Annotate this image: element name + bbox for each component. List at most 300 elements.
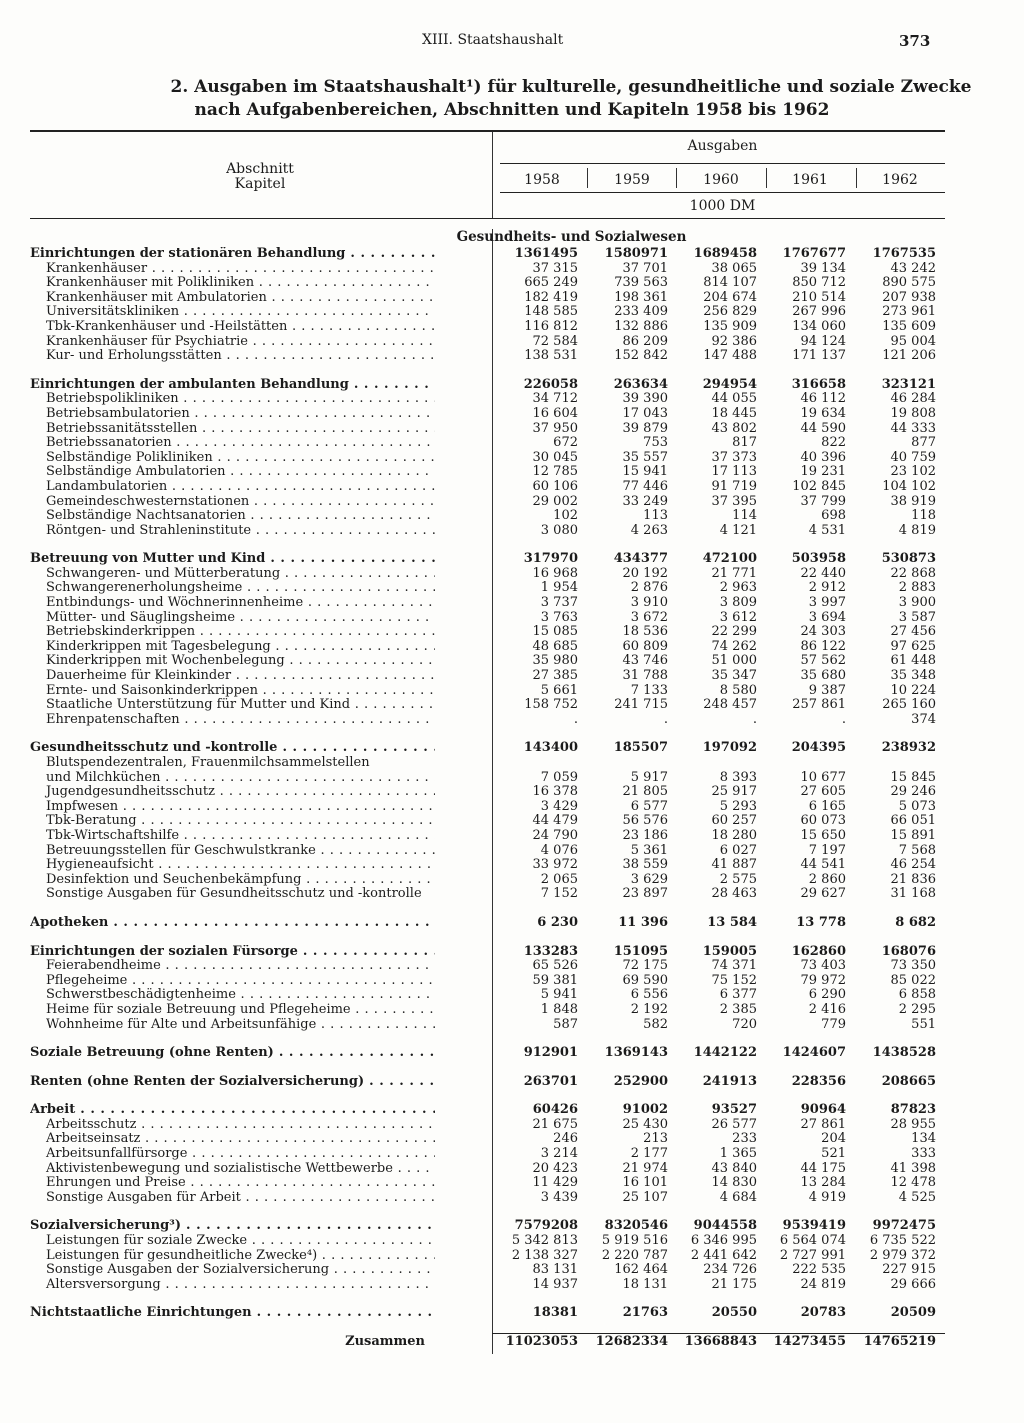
value-cell: 143400: [523, 740, 578, 756]
value-cell: 22 868: [890, 565, 936, 581]
value-cell: 10 224: [890, 682, 936, 698]
block-spacer: [30, 1089, 945, 1103]
value-cell: 14765219: [863, 1334, 936, 1349]
value-cell: 6 377: [719, 987, 757, 1003]
row-label: [30, 1278, 435, 1293]
value-cell: 104 102: [882, 478, 936, 494]
group-row: [30, 378, 945, 393]
row-label-text: Pflegeheime: [46, 973, 128, 988]
row-label-text: Selbständige Ambulatorien: [46, 465, 226, 480]
year-header: 1961: [792, 172, 828, 188]
table-row: [30, 1118, 945, 1133]
group-row: [30, 1219, 945, 1234]
value-cell: 210 514: [792, 289, 846, 305]
value-cell: 5 073: [898, 798, 936, 814]
value-cell: 10 677: [800, 769, 846, 785]
value-cell: 16 378: [532, 784, 578, 800]
row-label-text: Kinderkrippen mit Wochenbelegung: [46, 654, 285, 669]
value-cell: 3 694: [808, 609, 846, 625]
value-cell: 28 955: [890, 1116, 936, 1132]
table-row: [30, 1162, 945, 1177]
value-cell: 8320546: [604, 1218, 668, 1234]
value-cell: 31 788: [622, 668, 668, 684]
value-cell: 135 609: [882, 318, 936, 334]
row-label: [30, 1234, 435, 1249]
value-cell: 3 763: [540, 609, 578, 625]
value-cell: 30 045: [532, 449, 578, 465]
group-row: [30, 1306, 945, 1321]
row-label-text: Dauerheime für Kleinkinder: [46, 669, 232, 684]
row-label: [30, 1132, 435, 1147]
row-label: [30, 349, 435, 364]
value-cell: 1767535: [872, 246, 936, 261]
value-cell: 2 876: [630, 580, 668, 596]
value-cell: 171 137: [792, 348, 846, 364]
row-label: [30, 291, 435, 306]
table-row: [30, 436, 945, 451]
value-cell: 3 737: [540, 595, 578, 611]
value-cell: 198 361: [614, 289, 668, 305]
value-cell: 2 860: [808, 871, 846, 887]
row-label: [30, 320, 435, 335]
value-cell: 44 333: [890, 420, 936, 436]
value-cell: 6 577: [630, 798, 668, 814]
row-label-text: Wohnheime für Alte und Arbeitsunfähige: [46, 1017, 317, 1032]
value-cell: .: [573, 711, 578, 727]
value-cell: 5 917: [630, 769, 668, 785]
value-cell: 5 661: [540, 682, 578, 698]
value-cell: 148 585: [524, 304, 578, 320]
value-cell: 59 381: [532, 972, 578, 988]
value-cell: 912901: [523, 1045, 578, 1061]
title-line-1: 2. Ausgaben im Staatshaushalt¹) für kulturelle, gesundheitliche und soziale Zwecke: [170, 77, 972, 97]
value-cell: 25 107: [622, 1189, 668, 1205]
value-cell: 43 242: [890, 260, 936, 276]
row-label-text: Kinderkrippen mit Tagesbelegung: [46, 639, 271, 654]
value-cell: 6 165: [808, 798, 846, 814]
value-cell: 5 941: [540, 987, 578, 1003]
row-label-text: Krankenhäuser für Psychiatrie: [46, 334, 248, 349]
table-row: [30, 320, 945, 335]
table-row: [30, 349, 945, 364]
row-label-text: Krankenhäuser mit Ambulatorien: [46, 290, 267, 305]
row-label: [30, 611, 435, 626]
year-header: 1962: [882, 172, 918, 188]
row-label-text: Arbeitsschutz: [46, 1117, 137, 1132]
value-cell: 3 809: [719, 595, 757, 611]
value-cell: 11 429: [532, 1175, 578, 1191]
value-cell: 37 701: [622, 260, 668, 276]
table-row: [30, 305, 945, 320]
row-label: [30, 1176, 435, 1191]
row-label-text: Gemeindeschwesternstationen: [46, 494, 250, 509]
row-label: [30, 422, 435, 437]
value-cell: 1438528: [872, 1045, 936, 1061]
value-cell: 13668843: [684, 1334, 757, 1349]
row-label-text: Feierabendheime: [46, 959, 161, 974]
row-label: [30, 1075, 435, 1090]
value-cell: 248 457: [703, 697, 757, 713]
value-cell: 14 830: [711, 1175, 757, 1191]
value-cell: 9 387: [808, 682, 846, 698]
value-cell: 2 192: [630, 1001, 668, 1017]
value-cell: 1369143: [604, 1045, 668, 1061]
value-cell: 5 342 813: [511, 1233, 578, 1249]
group-header-ausgaben: Ausgaben: [687, 138, 758, 154]
row-label-text: Einrichtungen der stationären Behandlung: [30, 247, 346, 261]
value-cell: 6 290: [808, 987, 846, 1003]
value-cell: 20783: [800, 1305, 846, 1321]
table-title: [0, 76, 1024, 122]
value-cell: 204 674: [703, 289, 757, 305]
value-cell: 18 280: [711, 827, 757, 843]
value-cell: 2 385: [719, 1001, 757, 1017]
value-cell: 23 897: [622, 886, 668, 902]
table-row: [30, 625, 945, 640]
value-cell: 86 209: [622, 333, 668, 349]
value-cell: 3 587: [898, 609, 936, 625]
table-row: [30, 756, 945, 771]
row-label: [30, 1147, 435, 1162]
value-cell: 18 131: [622, 1276, 668, 1292]
table-row: [30, 669, 945, 684]
row-label-text: Betriebspolikliniken: [46, 392, 179, 407]
value-cell: 21 974: [622, 1160, 668, 1176]
value-cell: 246: [553, 1131, 578, 1147]
group-row: [30, 945, 945, 960]
value-cell: 13 284: [800, 1175, 846, 1191]
value-cell: 1767677: [782, 246, 846, 261]
value-cell: 135 909: [703, 318, 757, 334]
value-cell: 8 393: [719, 769, 757, 785]
value-cell: 6 027: [719, 842, 757, 858]
value-cell: 1 954: [540, 580, 578, 596]
row-label: [30, 654, 435, 669]
table-row: [30, 1263, 945, 1278]
value-cell: 38 919: [890, 493, 936, 509]
value-cell: 5 361: [630, 842, 668, 858]
value-cell: 7 133: [630, 682, 668, 698]
value-cell: 252900: [613, 1073, 668, 1089]
value-cell: 4 121: [719, 522, 757, 538]
value-cell: 1 848: [540, 1001, 578, 1017]
row-label: [30, 844, 435, 859]
block-spacer: [30, 727, 945, 741]
total-rule: [492, 1333, 945, 1334]
row-label-text: Universitätskliniken: [46, 305, 180, 320]
value-cell: 16 101: [622, 1175, 668, 1191]
group-row: [30, 247, 945, 262]
value-cell: 6 556: [630, 987, 668, 1003]
table-row: [30, 407, 945, 422]
row-label-text: Krankenhäuser: [46, 261, 148, 276]
table-row: [30, 422, 945, 437]
table-row: [30, 465, 945, 480]
table-row: [30, 844, 945, 859]
value-cell: 582: [643, 1016, 668, 1032]
value-cell: 162 464: [614, 1262, 668, 1278]
value-cell: 294954: [702, 376, 757, 392]
value-cell: 257 861: [792, 697, 846, 713]
unit-header: 1000 DM: [689, 198, 756, 214]
section-heading: Gesundheits- und Sozialwesen: [456, 229, 687, 245]
value-cell: 7 059: [540, 769, 578, 785]
value-cell: 15 845: [890, 769, 936, 785]
group-row: [30, 1103, 945, 1118]
group-row: [30, 552, 945, 567]
row-label-text: Heime für soziale Betreuung und Pflegeheime: [46, 1002, 351, 1017]
group-rule: [500, 163, 945, 164]
row-label-text: Sonstige Ausgaben der Sozialversicherung: [46, 1263, 330, 1278]
value-cell: 22 299: [711, 624, 757, 640]
row-label-text: Jugendgesundheitsschutz: [46, 785, 215, 800]
value-cell: 19 231: [800, 464, 846, 480]
value-cell: 23 186: [622, 827, 668, 843]
value-cell: 69 590: [622, 972, 668, 988]
row-label: [30, 785, 435, 800]
row-label: [30, 640, 435, 655]
value-cell: 20 423: [532, 1160, 578, 1176]
table-row: [30, 829, 945, 844]
value-cell: 779: [821, 1016, 846, 1032]
row-label: [30, 465, 435, 480]
row-label: [30, 800, 435, 815]
value-cell: 3 439: [540, 1189, 578, 1205]
value-cell: 74 262: [711, 638, 757, 654]
row-label: [30, 509, 435, 524]
row-label-text: Zusammen: [345, 1335, 425, 1349]
value-cell: 72 584: [532, 333, 578, 349]
row-label-text: und Milchküchen: [46, 770, 161, 785]
row-label-text: Gesundheitsschutz und -kontrolle: [30, 741, 278, 756]
value-cell: 333: [911, 1146, 936, 1162]
table-row: [30, 1147, 945, 1162]
row-label-text: Tbk-Krankenhäuser und -Heilstätten: [46, 319, 288, 334]
row-label: [30, 945, 435, 960]
value-cell: 37 950: [532, 420, 578, 436]
table-row: [30, 640, 945, 655]
row-label: [30, 378, 435, 393]
value-cell: 2 727 991: [779, 1247, 846, 1263]
value-cell: 234 726: [703, 1262, 757, 1278]
row-label-text: Tbk-Wirtschaftshilfe: [46, 828, 180, 843]
value-cell: 182 419: [524, 289, 578, 305]
row-label: [30, 262, 435, 277]
total-row: [30, 1335, 945, 1350]
value-cell: 83 131: [532, 1262, 578, 1278]
row-label: [30, 1018, 435, 1033]
stub-separator: [492, 132, 493, 218]
value-cell: 35 980: [532, 653, 578, 669]
row-label-text: Betriebssanitätsstellen: [46, 421, 198, 436]
value-cell: 21 675: [532, 1116, 578, 1132]
value-cell: 44 541: [800, 857, 846, 873]
table-row: [30, 1278, 945, 1293]
value-cell: 316658: [791, 376, 846, 392]
table-row: [30, 509, 945, 524]
value-cell: 38 065: [711, 260, 757, 276]
value-cell: 13 584: [707, 914, 757, 930]
row-label: [30, 1191, 435, 1206]
value-cell: 43 746: [622, 653, 668, 669]
row-label-text: Selbständige Nachtsanatorien: [46, 509, 246, 524]
row-label: [30, 247, 435, 262]
value-cell: 29 002: [532, 493, 578, 509]
row-label: [30, 335, 435, 350]
value-cell: 19 634: [800, 405, 846, 421]
value-cell: 4 919: [808, 1189, 846, 1205]
value-cell: 34 712: [532, 391, 578, 407]
table-row: [30, 684, 945, 699]
row-label: [30, 1219, 435, 1234]
table-row: [30, 785, 945, 800]
value-cell: 25 917: [711, 784, 757, 800]
row-label: [30, 495, 435, 510]
table-row: [30, 959, 945, 974]
value-cell: 19 808: [890, 405, 936, 421]
row-label: [30, 858, 435, 873]
value-cell: 20550: [711, 1305, 757, 1321]
value-cell: 44 479: [532, 813, 578, 829]
row-label-text: Mütter- und Säuglingsheime: [46, 610, 236, 625]
value-cell: 3 997: [808, 595, 846, 611]
table-row: [30, 495, 945, 510]
value-cell: 8 682: [895, 914, 936, 930]
value-cell: 5 919 516: [601, 1233, 668, 1249]
value-cell: 87823: [890, 1102, 936, 1118]
value-cell: 77 446: [622, 478, 668, 494]
value-cell: 79 972: [800, 972, 846, 988]
value-cell: 95 004: [890, 333, 936, 349]
group-row: [30, 1075, 945, 1090]
value-cell: 14273455: [773, 1334, 846, 1349]
value-cell: 60 106: [532, 478, 578, 494]
value-cell: 21 805: [622, 784, 668, 800]
value-cell: 256 829: [703, 304, 757, 320]
value-cell: 665 249: [524, 275, 578, 291]
data-table: [30, 229, 945, 1350]
value-cell: 5 293: [719, 798, 757, 814]
value-cell: 672: [553, 435, 578, 451]
row-label-text: Einrichtungen der sozialen Fürsorge: [30, 944, 298, 959]
value-cell: 233: [732, 1131, 757, 1147]
value-cell: 185507: [613, 740, 668, 756]
value-cell: 73 350: [890, 958, 936, 974]
value-cell: 2 416: [808, 1001, 846, 1017]
value-cell: 11023053: [505, 1334, 578, 1349]
row-label-text: Arbeitsunfallfürsorge: [46, 1147, 188, 1162]
value-cell: 3 910: [630, 595, 668, 611]
row-label-text: Betreuung von Mutter und Kind: [30, 552, 266, 567]
row-label-text: Impfwesen: [46, 799, 119, 814]
value-cell: 25 430: [622, 1116, 668, 1132]
value-cell: 44 055: [711, 391, 757, 407]
group-row: [30, 916, 945, 931]
row-label: [30, 713, 435, 728]
row-label: [30, 756, 435, 771]
value-cell: 51 000: [711, 653, 757, 669]
row-label: [30, 1263, 435, 1278]
row-label-text: Renten (ohne Renten der Sozialversicherung): [30, 1074, 365, 1089]
value-cell: 37 799: [800, 493, 846, 509]
value-cell: 9972475: [872, 1218, 936, 1234]
row-label: [30, 1306, 435, 1321]
value-cell: 263701: [523, 1073, 578, 1089]
value-cell: 60 809: [622, 638, 668, 654]
value-cell: 46 254: [890, 857, 936, 873]
row-label: [30, 436, 435, 451]
value-cell: 94 124: [800, 333, 846, 349]
value-cell: 60 073: [800, 813, 846, 829]
value-cell: 38 559: [622, 857, 668, 873]
value-cell: 3 900: [898, 595, 936, 611]
group-row: [30, 1046, 945, 1061]
row-label: [30, 1162, 435, 1177]
value-cell: 39 879: [622, 420, 668, 436]
value-cell: 27 861: [800, 1116, 846, 1132]
row-label: [30, 698, 435, 713]
year-header: 1960: [703, 172, 739, 188]
value-cell: 6 346 995: [690, 1233, 757, 1249]
page-number: 373: [899, 32, 931, 50]
row-label: [30, 552, 435, 567]
value-cell: 18381: [532, 1305, 578, 1321]
value-cell: 85 022: [890, 972, 936, 988]
value-cell: 204: [821, 1131, 846, 1147]
value-cell: 121 206: [882, 348, 936, 364]
row-label-text: Ernte- und Saisonkinderkrippen: [46, 683, 258, 698]
value-cell: 21 175: [711, 1276, 757, 1292]
value-cell: 12 785: [532, 464, 578, 480]
value-cell: 208665: [881, 1073, 936, 1089]
value-cell: 7 152: [540, 886, 578, 902]
value-cell: 31 168: [890, 886, 936, 902]
value-cell: 74 371: [711, 958, 757, 974]
row-label-text: Soziale Betreuung (ohne Renten): [30, 1046, 274, 1061]
value-cell: 222 535: [792, 1262, 846, 1278]
row-label-text: Sonstige Ausgaben für Gesundheitsschutz und -kontrolle: [46, 887, 422, 902]
row-label: [30, 916, 435, 931]
value-cell: 273 961: [882, 304, 936, 320]
years-rule: [500, 192, 945, 193]
value-cell: 814 107: [703, 275, 757, 291]
value-cell: 1361495: [514, 246, 578, 261]
row-label: [30, 305, 435, 320]
row-label: [30, 741, 435, 756]
table-row: [30, 1018, 945, 1033]
value-cell: 9044558: [693, 1218, 757, 1234]
value-cell: 521: [821, 1146, 846, 1162]
row-label-text: Einrichtungen der ambulanten Behandlung: [30, 377, 349, 392]
row-label-text: Blutspendezentralen, Frauenmilchsammelstellen: [46, 756, 370, 770]
value-cell: 265 160: [882, 697, 936, 713]
value-cell: 65 526: [532, 958, 578, 974]
value-cell: 147 488: [703, 348, 757, 364]
value-cell: 890 575: [882, 275, 936, 291]
value-cell: 40 396: [800, 449, 846, 465]
row-label: [30, 829, 435, 844]
table-row: [30, 335, 945, 350]
row-label: [30, 581, 435, 596]
value-cell: 24 790: [532, 827, 578, 843]
value-cell: 18 445: [711, 405, 757, 421]
row-label-text: Arbeit: [30, 1103, 76, 1118]
value-cell: 323121: [881, 376, 936, 392]
row-label-text: Schwangerenerholungsheime: [46, 581, 243, 596]
value-cell: 213: [643, 1131, 668, 1147]
value-cell: 374: [911, 711, 936, 727]
row-label: [30, 451, 435, 466]
